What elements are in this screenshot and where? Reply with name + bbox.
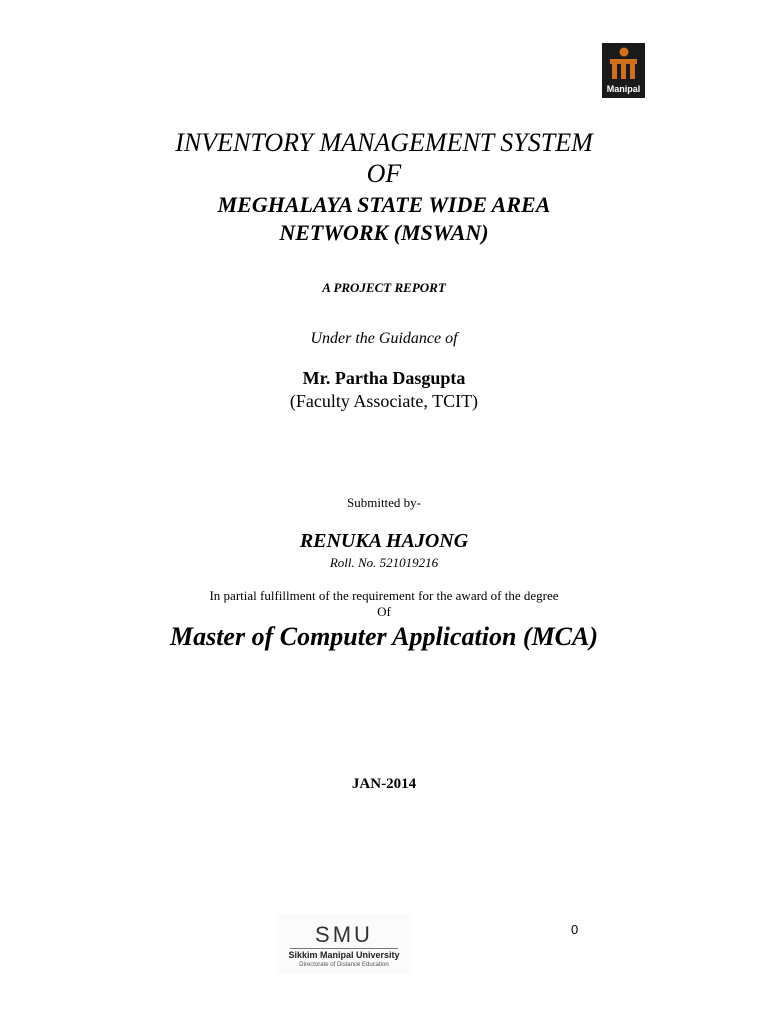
title-line-4: NETWORK (MSWAN) (279, 220, 489, 245)
roll-number: Roll. No. 521019216 (329, 555, 439, 570)
manipal-logo-icon (602, 43, 645, 85)
report-type: A PROJECT REPORT (322, 280, 446, 295)
fulfillment-text: In partial fulfillment of the requirement for the award of the degree (209, 588, 559, 603)
title-line-3: MEGHALAYA STATE WIDE AREA (217, 192, 551, 217)
smu-logo-abbr: SMU (315, 922, 373, 947)
page-number: 0 (571, 922, 579, 937)
guide-role: (Faculty Associate, TCIT) (289, 391, 479, 411)
submitted-by-label: Submitted by- (346, 495, 422, 510)
submission-date: JAN-2014 (351, 776, 417, 792)
smu-logo-divider (290, 948, 398, 949)
guidance-label: Under the Guidance of (310, 330, 458, 347)
title-line-2: OF (366, 159, 402, 188)
smu-logo (276, 914, 412, 974)
of-text: Of (377, 604, 391, 619)
smu-logo-name: Sikkim Manipal University (288, 950, 400, 960)
title-line-1: INVENTORY MANAGEMENT SYSTEM (175, 128, 593, 157)
smu-logo-subtitle: Directorate of Distance Education (299, 962, 389, 968)
student-name: RENUKA HAJONG (299, 530, 469, 552)
manipal-logo (602, 43, 645, 98)
guide-name: Mr. Partha Dasgupta (302, 368, 466, 388)
manipal-logo-text: Manipal (606, 84, 641, 94)
degree-title: Master of Computer Application (MCA) (169, 622, 599, 651)
